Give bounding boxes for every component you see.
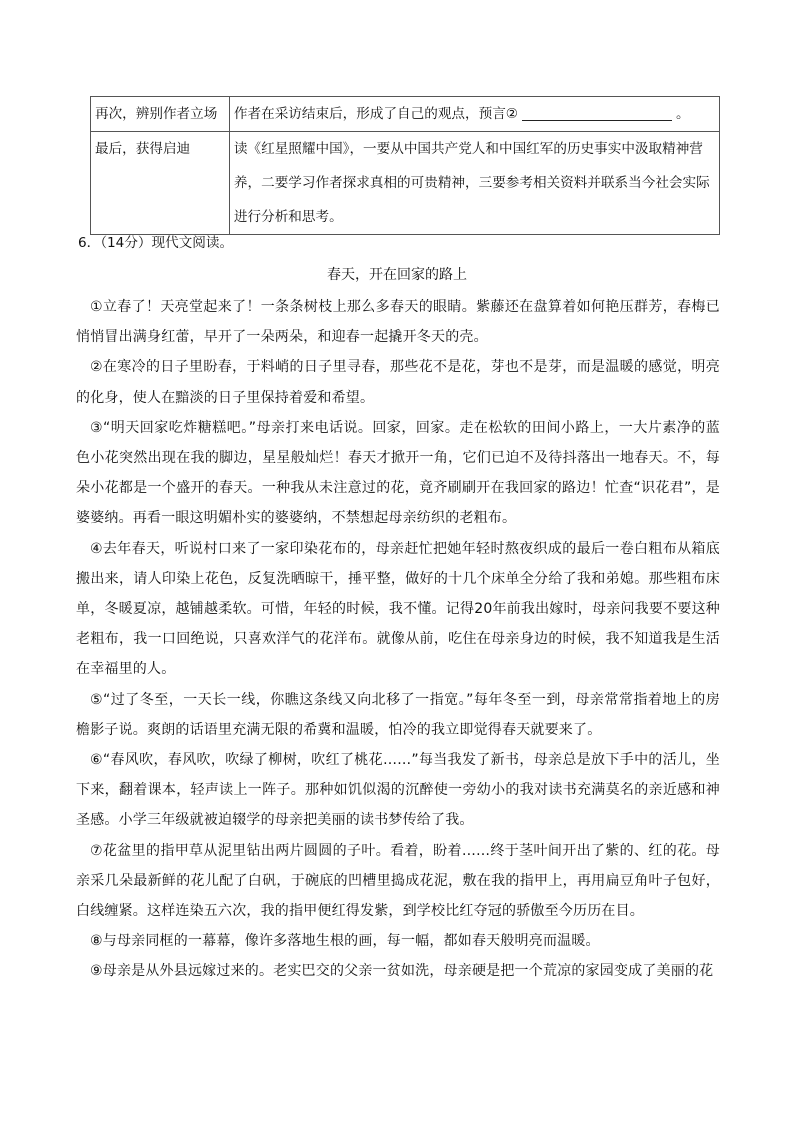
paragraph: ②在寒冷的日子里盼春，于料峭的日子里寻春，那些花不是花，芽也不是芽，而是温暖的感觉，明亮的化身，使人在黯淡的日子里保持着爱和希望。 [76, 359, 720, 406]
table-content-cell [229, 97, 719, 132]
answer-blank[interactable] [522, 102, 672, 121]
paragraph: ⑨母亲是从外县远嫁过来的。老实巴交的父亲一贫如洗，母亲硬是把一个荒凉的家园变成了美丽的花 [90, 963, 714, 980]
reading-guide-table [90, 96, 720, 235]
article-body [76, 292, 720, 987]
paragraph: ①立春了！天亮堂起来了！一条条树枝上那么多春天的眼睛。紫藤还在盘算着如何艳压群芳，春梅已悄悄冒出满身红蕾，早开了一朵两朵，和迎春一起撬开冬天的壳。 [76, 299, 720, 346]
table-content-text: 作者在采访结束后，形成了自己的观点，预言② [233, 106, 518, 122]
article-title: 春天，开在回家的路上 [327, 267, 467, 283]
table-step-cell: 最后，获得启迪 [91, 132, 230, 235]
question-header: 6．（14分）现代文阅读。 [78, 235, 234, 251]
table-row [91, 132, 720, 235]
paragraph: ⑤“过了冬至，一天长一线，你瞧这条线又向北移了一指宽。”每年冬至一到，母亲常常指着地上的房檐影子说。爽朗的话语里充满无限的希冀和温暖，怕冷的我立即觉得春天就要来了。 [76, 691, 720, 738]
paragraph: ③“明天回家吃炸糖糕吧。”母亲打来电话说。回家，回家。走在松软的田间小路上，一大片素净的蓝色小花突然出现在我的脚边，星星般灿烂！春天才掀开一角，它们已迫不及待抖落出一地春天。不，每朵小花都是一个盛开的春天。一种我从未注意过的花，竟齐刷刷开在我回家的路边！忙查“识花君”，是婆婆纳。再看一眼这明媚朴实的婆婆纳，不禁想起母亲纺织的老粗布。 [76, 419, 720, 527]
paragraph: ⑧与母亲同框的一幕幕，像许多落地生根的画，每一幅，都如春天般明亮而温暖。 [90, 933, 600, 950]
table-content-cell: 读《红星照耀中国》，一要从中国共产党人和中国红军的历史事实中汲取精神营养，二要学习作者探求真相的可贵精神，三要参考相关资料并联系当今社会实际进行分析和思考。 [229, 132, 719, 235]
paragraph: ⑦花盆里的指甲草从泥里钻出两片圆圆的子叶。看着，盼着……终于茎叶间开出了紫的、红的花。母亲采几朵最新鲜的花儿配了白矾，于碗底的凹槽里捣成花泥，敷在我的指甲上，再用扁豆角叶子包好，白线缠紧。这样连染五六次，我的指甲便红得发紫，到学校比红夺冠的骄傲至今历历在目。 [76, 842, 720, 920]
table-content-end: 。 [675, 106, 690, 122]
paragraph: ④去年春天，听说村口来了一家印染花布的，母亲赶忙把她年轻时熬夜织成的最后一卷白粗布从箱底搬出来，请人印染上花色，反复洗晒晾干，捶平整，做好的十几个床单全分给了我和弟媳。那些粗布床单，冬暖夏凉，越铺越柔软。可惜，年轻的时候，我不懂。记得20年前我出嫁时，母亲问我要不要这种老粗布，我一口回绝说，只喜欢洋气的花洋布。就像从前，吃住在母亲身边的时候，我不知道我是生活在幸福里的人。 [76, 540, 720, 678]
table-row [91, 97, 720, 132]
table-step-cell: 再次，辨别作者立场 [91, 97, 230, 132]
paragraph: ⑥“春风吹，春风吹，吹绿了柳树，吹红了桃花……”每当我发了新书，母亲总是放下手中的活儿，坐下来，翻着课本，轻声读上一阵子。那种如饥似渴的沉醉使一旁幼小的我对读书充满莫名的亲近感和神圣感。小学三年级就被迫辍学的母亲把美丽的读书梦传给了我。 [76, 752, 720, 829]
